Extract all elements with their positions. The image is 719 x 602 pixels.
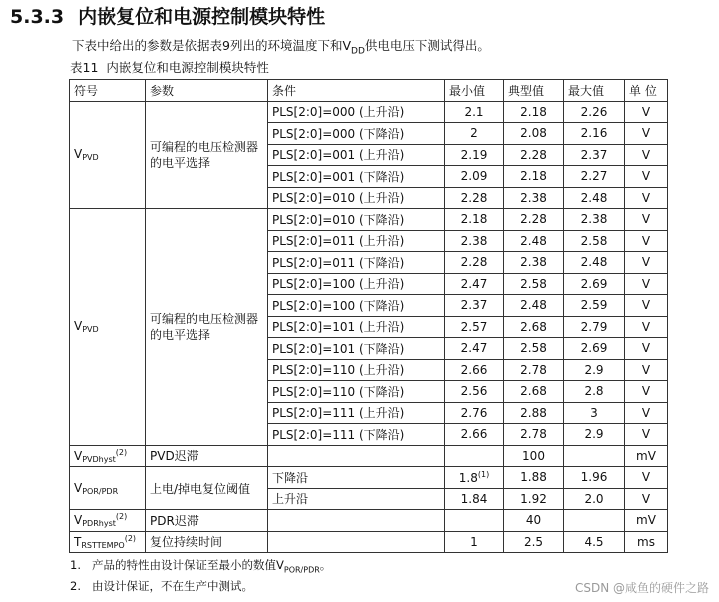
table-row: [70, 445, 668, 467]
condition-cell: PLS[2:0]=001 (下降沿): [268, 166, 445, 188]
max-cell: 2.0: [564, 488, 625, 510]
param-cell: 上电/掉电复位阈值: [146, 467, 268, 510]
param-cell: 可编程的电压检测器的电平选择: [146, 209, 268, 446]
footnote-1: 1. 产品的特性由设计保证至最小的数值$V_{POR/PDR}$。: [70, 558, 332, 575]
section-title: 内嵌复位和电源控制模块特性: [78, 6, 326, 28]
max-cell: 2.9: [564, 359, 625, 381]
max-cell: 2.48: [564, 187, 625, 209]
typ-cell: 2.58: [504, 338, 564, 360]
typ-cell: 40: [504, 510, 564, 532]
condition-cell: PLS[2:0]=000 (上升沿): [268, 101, 445, 123]
max-cell: 2.27: [564, 166, 625, 188]
condition-cell: 下降沿: [268, 467, 445, 489]
min-cell: [445, 445, 504, 467]
condition-cell: PLS[2:0]=100 (上升沿): [268, 273, 445, 295]
typ-cell: 2.5: [504, 531, 564, 553]
unit-cell: V: [625, 295, 668, 317]
unit-cell: V: [625, 144, 668, 166]
header-unit: 单 位: [625, 80, 668, 102]
min-cell: 1.8$^{(1)}$: [445, 467, 504, 489]
symbol-cell: $V_{PDRhyst}^{(2)}$: [70, 510, 146, 532]
unit-cell: V: [625, 381, 668, 403]
min-cell: 2: [445, 123, 504, 145]
typ-cell: 2.18: [504, 101, 564, 123]
max-cell: 2.16: [564, 123, 625, 145]
condition-cell: PLS[2:0]=000 (下降沿): [268, 123, 445, 145]
table-row: [70, 209, 668, 231]
header-max: 最大值: [564, 80, 625, 102]
typ-cell: 2.18: [504, 166, 564, 188]
intro-paragraph: [72, 36, 490, 57]
unit-cell: V: [625, 252, 668, 274]
header-min: 最小值: [445, 80, 504, 102]
symbol-cell: $T_{RSTTEMPO}^{(2)}$: [70, 531, 146, 553]
max-cell: 2.26: [564, 101, 625, 123]
table-label: 表11: [70, 60, 99, 75]
header-param: 参数: [146, 80, 268, 102]
min-cell: 2.47: [445, 273, 504, 295]
min-cell: 2.66: [445, 424, 504, 446]
table-row: [70, 467, 668, 489]
min-cell: 2.76: [445, 402, 504, 424]
condition-cell: PLS[2:0]=110 (下降沿): [268, 381, 445, 403]
symbol-cell: $V_{PVDhyst}^{(2)}$: [70, 445, 146, 467]
min-cell: 2.19: [445, 144, 504, 166]
unit-cell: V: [625, 209, 668, 231]
table-row: [70, 101, 668, 123]
unit-cell: V: [625, 402, 668, 424]
condition-cell: [268, 445, 445, 467]
unit-cell: V: [625, 467, 668, 489]
typ-cell: 1.92: [504, 488, 564, 510]
typ-cell: 2.78: [504, 424, 564, 446]
typ-cell: 2.48: [504, 295, 564, 317]
max-cell: 1.96: [564, 467, 625, 489]
table-header-row: [70, 80, 668, 102]
max-cell: 2.37: [564, 144, 625, 166]
unit-cell: V: [625, 316, 668, 338]
typ-cell: 2.78: [504, 359, 564, 381]
condition-cell: PLS[2:0]=001 (上升沿): [268, 144, 445, 166]
characteristics-table: [69, 79, 668, 553]
unit-cell: mV: [625, 445, 668, 467]
max-cell: 2.9: [564, 424, 625, 446]
param-cell: PDR迟滞: [146, 510, 268, 532]
condition-cell: PLS[2:0]=011 (下降沿): [268, 252, 445, 274]
min-cell: 2.56: [445, 381, 504, 403]
max-cell: 2.69: [564, 273, 625, 295]
min-cell: 2.66: [445, 359, 504, 381]
header-typ: 典型值: [504, 80, 564, 102]
unit-cell: V: [625, 359, 668, 381]
param-cell: 复位持续时间: [146, 531, 268, 553]
condition-cell: PLS[2:0]=010 (上升沿): [268, 187, 445, 209]
condition-cell: PLS[2:0]=101 (上升沿): [268, 316, 445, 338]
unit-cell: V: [625, 123, 668, 145]
typ-cell: 2.68: [504, 316, 564, 338]
pvd-group-2: [70, 209, 668, 446]
condition-cell: PLS[2:0]=111 (下降沿): [268, 424, 445, 446]
unit-cell: V: [625, 230, 668, 252]
watermark: CSDN @咸鱼的硬件之路: [574, 581, 709, 595]
pvd-group-1: [70, 101, 668, 209]
param-cell: 可编程的电压检测器的电平选择: [146, 101, 268, 209]
max-cell: 2.79: [564, 316, 625, 338]
symbol-cell: $V_{POR/PDR}$: [70, 467, 146, 510]
max-cell: 2.8: [564, 381, 625, 403]
min-cell: 1: [445, 531, 504, 553]
intro-text: 下表中给出的参数是依据表9列出的环境温度下和V: [72, 38, 352, 53]
table-caption: [70, 58, 269, 76]
condition-cell: [268, 531, 445, 553]
min-cell: 2.1: [445, 101, 504, 123]
min-cell: 2.09: [445, 166, 504, 188]
min-cell: 2.57: [445, 316, 504, 338]
unit-cell: V: [625, 101, 668, 123]
max-cell: 3: [564, 402, 625, 424]
condition-cell: PLS[2:0]=110 (上升沿): [268, 359, 445, 381]
max-cell: 2.58: [564, 230, 625, 252]
typ-cell: 2.58: [504, 273, 564, 295]
footnotes: [70, 557, 331, 594]
condition-cell: [268, 510, 445, 532]
condition-cell: PLS[2:0]=010 (下降沿): [268, 209, 445, 231]
condition-cell: PLS[2:0]=101 (下降沿): [268, 338, 445, 360]
max-cell: 4.5: [564, 531, 625, 553]
typ-cell: 2.38: [504, 187, 564, 209]
min-cell: 2.18: [445, 209, 504, 231]
unit-cell: V: [625, 488, 668, 510]
typ-cell: 2.68: [504, 381, 564, 403]
min-cell: 2.47: [445, 338, 504, 360]
unit-cell: V: [625, 424, 668, 446]
condition-cell: 上升沿: [268, 488, 445, 510]
min-cell: 2.37: [445, 295, 504, 317]
table-row: [70, 531, 668, 553]
max-cell: [564, 445, 625, 467]
section-number: 5.3.3: [10, 6, 65, 28]
footnote-2: 2. 由设计保证，不在生产中测试。: [70, 579, 253, 594]
max-cell: 2.59: [564, 295, 625, 317]
table-row: [70, 510, 668, 532]
typ-cell: 2.28: [504, 144, 564, 166]
min-cell: 1.84: [445, 488, 504, 510]
symbol-cell: $V_{PVD}$: [70, 209, 146, 446]
unit-cell: V: [625, 338, 668, 360]
header-condition: 条件: [268, 80, 445, 102]
unit-cell: V: [625, 187, 668, 209]
param-cell: PVD迟滞: [146, 445, 268, 467]
typ-cell: 2.48: [504, 230, 564, 252]
min-cell: 2.28: [445, 252, 504, 274]
unit-cell: ms: [625, 531, 668, 553]
typ-cell: 2.08: [504, 123, 564, 145]
section-heading: [10, 2, 325, 29]
max-cell: 2.38: [564, 209, 625, 231]
max-cell: [564, 510, 625, 532]
max-cell: 2.69: [564, 338, 625, 360]
max-cell: 2.48: [564, 252, 625, 274]
intro-text-tail: 供电电压下测试得出。: [364, 38, 490, 53]
typ-cell: 1.88: [504, 467, 564, 489]
min-cell: 2.38: [445, 230, 504, 252]
typ-cell: 2.38: [504, 252, 564, 274]
table-title: 内嵌复位和电源控制模块特性: [106, 60, 269, 75]
header-symbol: 符号: [70, 80, 146, 102]
symbol-cell: $V_{PVD}$: [70, 101, 146, 209]
typ-cell: 2.88: [504, 402, 564, 424]
intro-sub: DD: [351, 46, 365, 57]
condition-cell: PLS[2:0]=100 (下降沿): [268, 295, 445, 317]
unit-cell: V: [625, 273, 668, 295]
unit-cell: mV: [625, 510, 668, 532]
min-cell: 2.28: [445, 187, 504, 209]
condition-cell: PLS[2:0]=011 (上升沿): [268, 230, 445, 252]
min-cell: [445, 510, 504, 532]
condition-cell: PLS[2:0]=111 (上升沿): [268, 402, 445, 424]
unit-cell: V: [625, 166, 668, 188]
typ-cell: 100: [504, 445, 564, 467]
typ-cell: 2.28: [504, 209, 564, 231]
